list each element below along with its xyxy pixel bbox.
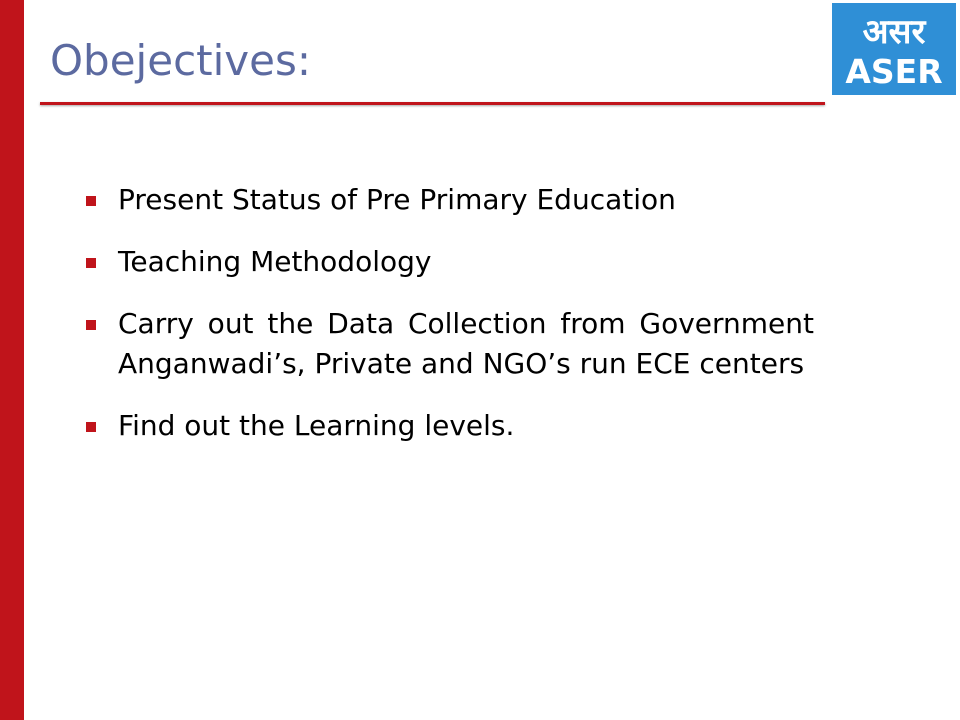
square-bullet-icon	[86, 320, 96, 330]
aser-logo	[832, 3, 956, 95]
title-underline	[40, 102, 825, 105]
square-bullet-icon	[86, 196, 96, 206]
bullet-text: Carry out the Data Collection from Government Anganwadi’s, Private and NGO’s run ECE centers	[118, 307, 814, 380]
objectives-list	[82, 180, 814, 468]
square-bullet-icon	[86, 258, 96, 268]
logo-hindi-text: असर	[862, 12, 926, 52]
logo-english-text: ASER	[845, 52, 943, 91]
square-bullet-icon	[86, 422, 96, 432]
bullet-text: Teaching Methodology	[118, 245, 432, 278]
bullet-text: Find out the Learning levels.	[118, 409, 515, 442]
list-item	[82, 304, 814, 384]
left-accent-bar	[0, 0, 24, 720]
bullet-text: Present Status of Pre Primary Education	[118, 183, 676, 216]
slide-title: Obejectives:	[50, 36, 312, 85]
list-item	[82, 180, 814, 220]
list-item	[82, 242, 814, 282]
list-item	[82, 406, 814, 446]
